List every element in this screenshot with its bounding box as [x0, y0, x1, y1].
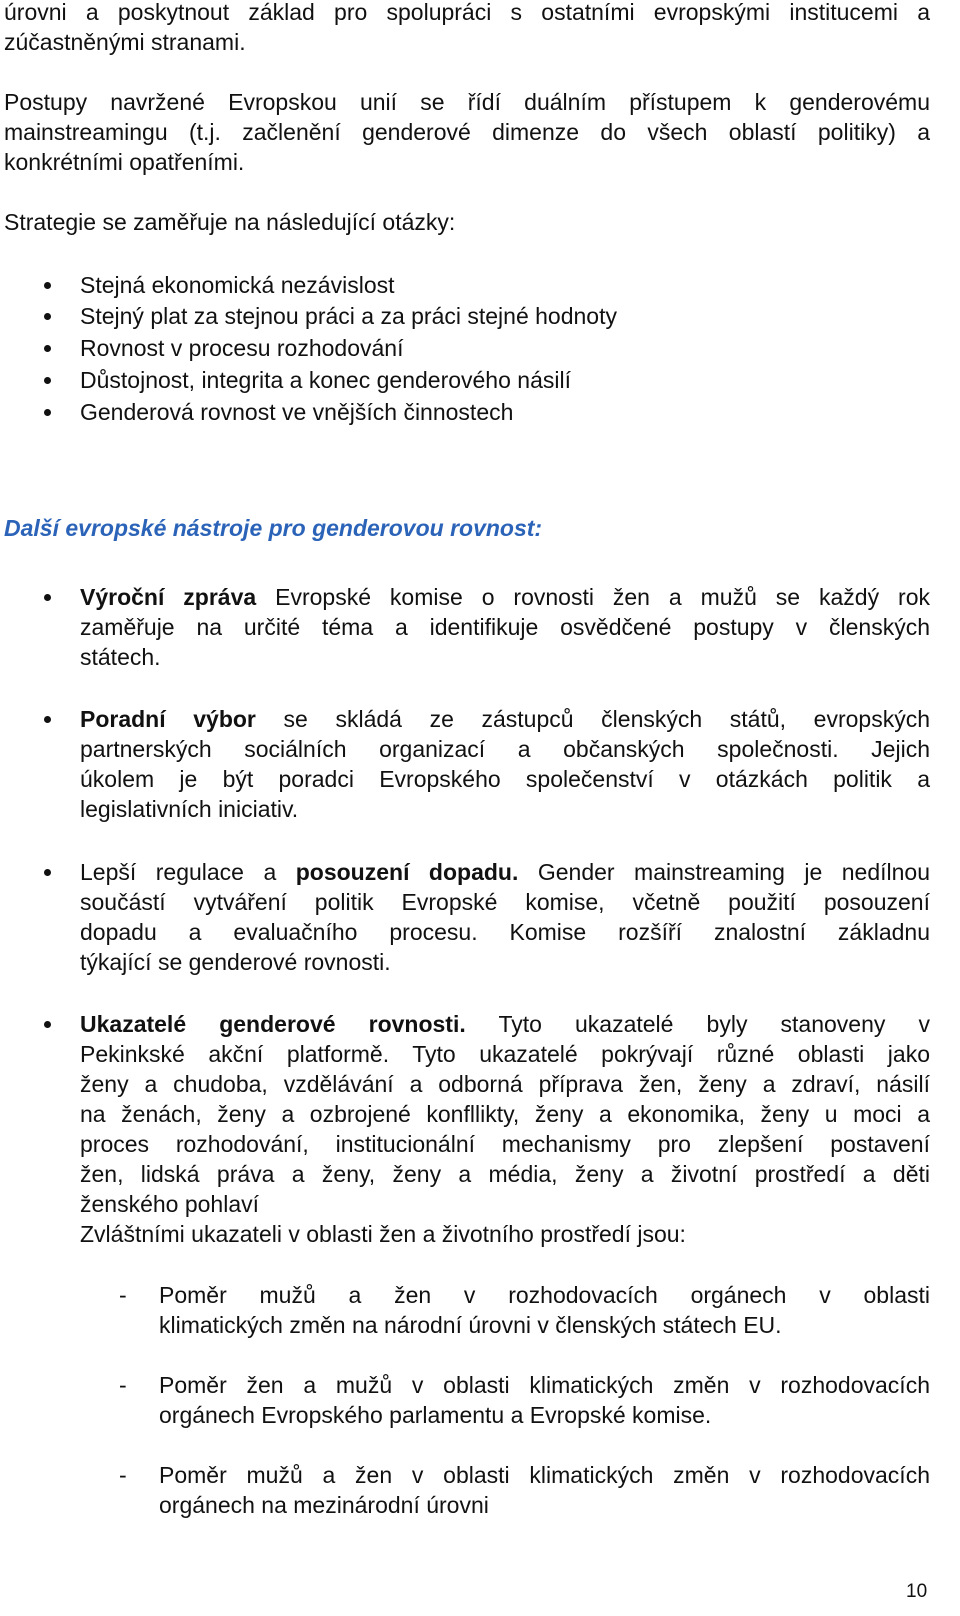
dash-item-text: Poměr mužů a žen v rozhodovacích orgánech v oblasti — [159, 1282, 930, 1308]
tool-title: Poradní výbor — [80, 706, 256, 732]
tool-title: posouzení dopadu. — [295, 859, 519, 885]
list-item-text: týkající se genderové rovnosti. — [80, 949, 391, 975]
dash-marker: - — [119, 1282, 127, 1308]
list-item-text: Stejný plat za stejnou práci a za práci stejné hodnoty — [80, 303, 617, 329]
list-item-text: Lepší regulace a posouzení dopadu. Gender mainstreaming je nedílnou — [80, 859, 931, 885]
bullet-icon — [44, 716, 51, 723]
list-item-text: Ukazatelé genderové rovnosti. Tyto ukazatelé byly stanoveny v — [80, 1011, 930, 1037]
list-item-text: Důstojnost, integrita a konec genderového násilí — [80, 367, 571, 393]
list-item-text: proces rozhodování, institucionální mechanismy pro zlepšení postavení — [80, 1131, 930, 1157]
intro-paragraph-line: úrovni a poskytnout základ pro spolupráci s ostatními evropskými institucemi a — [4, 0, 930, 25]
list-item-text: legislativních iniciativ. — [80, 796, 299, 822]
tool-title: Ukazatelé genderové rovnosti. — [80, 1011, 466, 1037]
list-item-text: ženy a chudoba, vzdělávání a odborná příprava žen, ženy a zdraví, násilí — [80, 1071, 930, 1097]
list-item-text: Výroční zpráva Evropské komise o rovnosti žen a mužů se každý rok — [80, 584, 930, 610]
dash-marker: - — [119, 1462, 127, 1488]
list-item-text: žen, lidská práva a ženy, ženy a média, ženy a životní prostředí a děti — [80, 1161, 930, 1187]
tool-title: Výroční zpráva — [80, 584, 257, 610]
list-item-text: ženského pohlaví — [80, 1191, 260, 1217]
list-item-text: Pekinkské akční platformě. Tyto ukazatelé pokrývají různé oblasti jako — [80, 1041, 930, 1067]
strategy-intro: Strategie se zaměřuje na následující otázky: — [4, 209, 456, 235]
page-number: 10 — [906, 1581, 928, 1602]
list-item-text: Poradní výbor se skládá ze zástupců členských států, evropských — [80, 706, 930, 732]
bullet-icon — [44, 594, 51, 601]
bullet-icon — [44, 313, 51, 320]
bullet-icon — [44, 282, 51, 289]
dash-item-text: klimatických změn na národní úrovni v členských státech EU. — [159, 1312, 782, 1338]
list-item-text: Genderová rovnost ve vnějších činnostech — [80, 399, 514, 425]
dash-item-text: orgánech na mezinárodní úrovni — [159, 1492, 489, 1518]
bullet-icon — [44, 1021, 51, 1028]
list-item-text: na ženách, ženy a ozbrojené konfllikty, ženy a ekonomika, ženy u moci a — [80, 1101, 930, 1127]
list-item-text: státech. — [80, 644, 161, 670]
bullet-icon — [44, 345, 51, 352]
bullet-icon — [44, 869, 51, 876]
list-item-text: úkolem je být poradci Evropského společenství v otázkách politik a — [80, 766, 930, 792]
list-item-text: součástí vytváření politik Evropské komise, včetně použití posouzení — [80, 889, 930, 915]
intro-paragraph-line: mainstreamingu (t.j. začlenění genderové dimenze do všech oblastí politiky) a — [4, 119, 930, 145]
dash-item-text: Poměr mužů a žen v oblasti klimatických změn v rozhodovacích — [159, 1462, 930, 1488]
intro-paragraph-line: zúčastněnými stranami. — [4, 29, 246, 55]
intro-paragraph-line: konkrétními opatřeními. — [4, 149, 245, 175]
list-item-text: zaměřuje na určité téma a identifikuje osvědčené postupy v členských — [80, 614, 930, 640]
list-item-text: Zvláštními ukazateli v oblasti žen a životního prostředí jsou: — [80, 1221, 686, 1247]
dash-item-text: orgánech Evropského parlamentu a Evropské komise. — [159, 1402, 712, 1428]
bullet-icon — [44, 409, 51, 416]
dash-item-text: Poměr žen a mužů v oblasti klimatických změn v rozhodovacích — [159, 1372, 930, 1398]
dash-marker: - — [119, 1372, 127, 1398]
list-item-text: Rovnost v procesu rozhodování — [80, 335, 404, 361]
list-item-text: partnerských sociálních organizací a občanských společnosti. Jejich — [80, 736, 930, 762]
bullet-icon — [44, 377, 51, 384]
list-item-text: Stejná ekonomická nezávislost — [80, 272, 395, 298]
section-heading: Další evropské nástroje pro genderovou rovnost: — [4, 515, 543, 541]
list-item-text: dopadu a evaluačního procesu. Komise rozšíří znalostní základnu — [80, 919, 930, 945]
intro-paragraph-line: Postupy navržené Evropskou unií se řídí duálním přístupem k genderovému — [4, 89, 930, 115]
